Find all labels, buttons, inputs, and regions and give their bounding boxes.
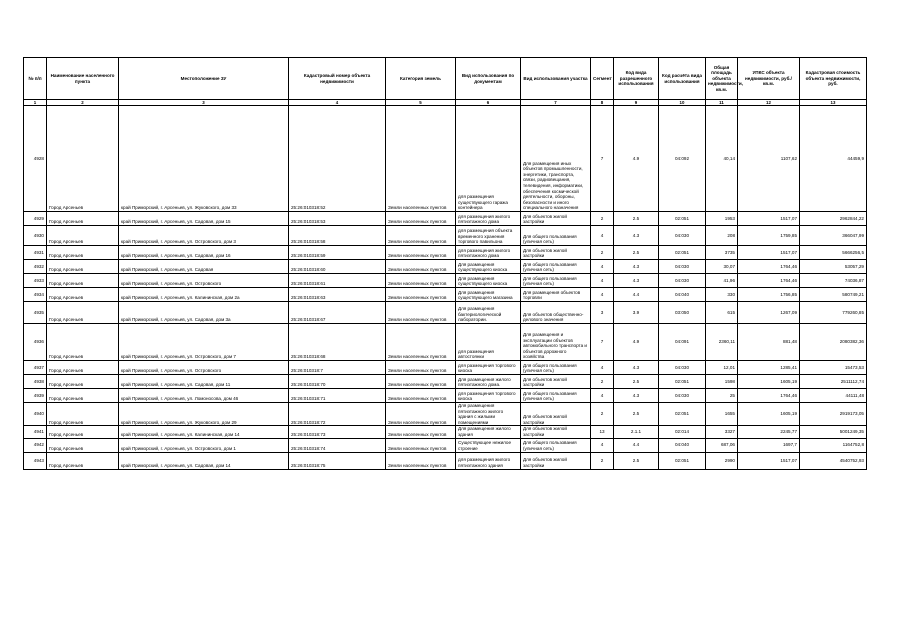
row-number-cell: 4932 bbox=[24, 260, 47, 274]
area-cell: 12,01 bbox=[706, 361, 738, 375]
row-number-cell: 4935 bbox=[24, 302, 47, 324]
column-header: Сегмент bbox=[591, 58, 614, 100]
segment-cell: 4 bbox=[591, 389, 614, 403]
area-cell: 30,07 bbox=[706, 260, 738, 274]
column-number: 4 bbox=[289, 100, 386, 106]
documented-use-cell: Для размещения жилого здания bbox=[456, 426, 521, 438]
table-row bbox=[24, 361, 867, 375]
documented-use-cell: для размещения жилого пятиэтажного дома bbox=[456, 212, 521, 226]
actual-use-cell: Для размещения объектов торговли bbox=[521, 288, 591, 302]
upks-cell: 1756,85 bbox=[738, 288, 800, 302]
segment-cell: 4 bbox=[591, 226, 614, 246]
land-category-cell: Земли населенных пунктов bbox=[386, 324, 456, 361]
documented-use-cell: Для размещения бактериологической лаборатории. bbox=[456, 302, 521, 324]
upks-cell: 1285,41 bbox=[738, 361, 800, 375]
cadastral-number-cell: 25:26:010318:7 bbox=[289, 361, 386, 375]
address-cell: край Приморский, г. Арсеньев, ул. Калининская, дом 2а bbox=[119, 288, 289, 302]
table-row bbox=[24, 260, 867, 274]
column-number: 10 bbox=[659, 100, 706, 106]
cadastral-number-cell: 25:26:010318:70 bbox=[289, 375, 386, 389]
address-cell: край Приморский, г. Арсеньев, ул. Островского bbox=[119, 361, 289, 375]
cadastral-cost-cell: 5001249,35 bbox=[800, 426, 867, 438]
area-cell: 41,96 bbox=[706, 274, 738, 288]
column-header: Местоположение ЗУ bbox=[119, 58, 289, 100]
upks-cell: 1697,7 bbox=[738, 438, 800, 452]
town-cell: Город Арсеньев bbox=[47, 302, 119, 324]
cadastral-cost-cell: 2080382,36 bbox=[800, 324, 867, 361]
area-cell: 2990 bbox=[706, 452, 738, 469]
use-code-cell: 2.5 bbox=[614, 375, 659, 389]
address-cell: край Приморский, г. Арсеньев, ул. Садовая, дом 14 bbox=[119, 452, 289, 469]
use-code-cell: 2.5 bbox=[614, 246, 659, 260]
cadastral-number-cell: 25:26:010318:61 bbox=[289, 274, 386, 288]
segment-cell: 7 bbox=[591, 106, 614, 212]
cadastral-cost-cell: 366047,99 bbox=[800, 226, 867, 246]
column-header: № п/п bbox=[24, 58, 47, 100]
calc-code-cell: 04:030 bbox=[659, 389, 706, 403]
row-number-cell: 4937 bbox=[24, 361, 47, 375]
table-row bbox=[24, 375, 867, 389]
actual-use-cell: Для размещения и эксплуатации объектов автомобильного транспорта и объектов дорожного хозяйства bbox=[521, 324, 591, 361]
actual-use-cell: Для общего пользования (уличная сеть) bbox=[521, 274, 591, 288]
land-category-cell: Земли населенных пунктов bbox=[386, 375, 456, 389]
address-cell: край Приморский, г. Арсеньев, ул. Островского, дом 1 bbox=[119, 438, 289, 452]
area-cell: 615 bbox=[706, 302, 738, 324]
cadastral-cost-cell: 15473,53 bbox=[800, 361, 867, 375]
table-row bbox=[24, 452, 867, 469]
documented-use-cell: Для размещения существующего магазина bbox=[456, 288, 521, 302]
segment-cell: 4 bbox=[591, 288, 614, 302]
cadastral-cost-cell: 2919173,05 bbox=[800, 403, 867, 426]
use-code-cell: 4.9 bbox=[614, 324, 659, 361]
upks-cell: 1605,19 bbox=[738, 375, 800, 389]
use-code-cell: 4.9 bbox=[614, 106, 659, 212]
row-number-cell: 4938 bbox=[24, 375, 47, 389]
row-number-cell: 4940 bbox=[24, 403, 47, 426]
column-number: 6 bbox=[456, 100, 521, 106]
column-header: Код расчёта вида использования bbox=[659, 58, 706, 100]
address-cell: край Приморский, г. Арсеньев, ул. Садовая, дом 16 bbox=[119, 246, 289, 260]
documented-use-cell: Для размещения пятиэтажного жилого здания с жилыми помещениями bbox=[456, 403, 521, 426]
segment-cell: 2 bbox=[591, 375, 614, 389]
town-cell: Город Арсеньев bbox=[47, 274, 119, 288]
actual-use-cell: Для объектов жилой застройки bbox=[521, 375, 591, 389]
upks-cell: 1764,46 bbox=[738, 274, 800, 288]
segment-cell: 2 bbox=[591, 452, 614, 469]
column-number: 1 bbox=[24, 100, 47, 106]
calc-code-cell: 04:030 bbox=[659, 274, 706, 288]
upks-cell: 1517,07 bbox=[738, 452, 800, 469]
calc-code-cell: 04:030 bbox=[659, 260, 706, 274]
documented-use-cell: для размещения существующего гаража контейнера bbox=[456, 106, 521, 212]
cadastral-cost-cell: 4540752,93 bbox=[800, 452, 867, 469]
town-cell: Город Арсеньев bbox=[47, 438, 119, 452]
land-category-cell: Земли населенных пунктов bbox=[386, 403, 456, 426]
land-category-cell: Земли населенных пунктов bbox=[386, 302, 456, 324]
address-cell: край Приморский, г. Арсеньев, ул. Островского, дом 3 bbox=[119, 226, 289, 246]
land-category-cell: Земли населенных пунктов bbox=[386, 274, 456, 288]
upks-cell: 1764,46 bbox=[738, 260, 800, 274]
column-number: 8 bbox=[591, 100, 614, 106]
segment-cell: 4 bbox=[591, 438, 614, 452]
column-header: УПКС объекта недвижимости, руб./кв.м. bbox=[738, 58, 800, 100]
use-code-cell: 4.3 bbox=[614, 389, 659, 403]
calc-code-cell: 04:040 bbox=[659, 288, 706, 302]
segment-cell: 7 bbox=[591, 324, 614, 361]
row-number-cell: 4929 bbox=[24, 212, 47, 226]
cadastral-number-cell: 25:26:010318:71 bbox=[289, 389, 386, 403]
column-header: Код вида разрешенного использования bbox=[614, 58, 659, 100]
cadastral-cost-cell: 44459,9 bbox=[800, 106, 867, 212]
column-header: Кадастровая стоимость объекта недвижимости, руб. bbox=[800, 58, 867, 100]
upks-cell: 2245,77 bbox=[738, 426, 800, 438]
table-row bbox=[24, 288, 867, 302]
cadastral-number-cell: 25:26:010318:67 bbox=[289, 302, 386, 324]
column-number: 9 bbox=[614, 100, 659, 106]
cadastral-number-cell: 25:26:010318:58 bbox=[289, 226, 386, 246]
cadastral-cost-cell: 74036,87 bbox=[800, 274, 867, 288]
table-row bbox=[24, 426, 867, 438]
segment-cell: 4 bbox=[591, 260, 614, 274]
row-number-cell: 4934 bbox=[24, 288, 47, 302]
column-number: 5 bbox=[386, 100, 456, 106]
address-cell: край Приморский, г. Арсеньев, ул. Садовая, дом 15 bbox=[119, 212, 289, 226]
land-category-cell: Земли населенных пунктов bbox=[386, 260, 456, 274]
use-code-cell: 2.5 bbox=[614, 403, 659, 426]
area-cell: 40,14 bbox=[706, 106, 738, 212]
address-cell: край Приморский, г. Арсеньев, ул. Островского bbox=[119, 274, 289, 288]
segment-cell: 4 bbox=[591, 274, 614, 288]
calc-code-cell: 04:091 bbox=[659, 324, 706, 361]
area-cell: 3735 bbox=[706, 246, 738, 260]
cadastral-cost-cell: 2511112,74 bbox=[800, 375, 867, 389]
address-cell: край Приморский, г. Арсеньев, ул. Калининская, дом 14 bbox=[119, 426, 289, 438]
cadastral-number-cell: 25:26:010318:53 bbox=[289, 212, 386, 226]
town-cell: Город Арсеньев bbox=[47, 361, 119, 375]
calc-code-cell: 02:014 bbox=[659, 426, 706, 438]
area-cell: 3327 bbox=[706, 426, 738, 438]
town-cell: Город Арсеньев bbox=[47, 375, 119, 389]
address-cell: край Приморский, г. Арсеньев, ул. Садовая bbox=[119, 260, 289, 274]
cadastral-number-cell: 25:26:010318:75 bbox=[289, 452, 386, 469]
segment-cell: 2 bbox=[591, 403, 614, 426]
actual-use-cell: Для общего пользования (уличная сеть) bbox=[521, 438, 591, 452]
row-number-cell: 4939 bbox=[24, 389, 47, 403]
calc-code-cell: 02:051 bbox=[659, 452, 706, 469]
row-number-cell: 4931 bbox=[24, 246, 47, 260]
cadastral-number-cell: 25:26:010318:73 bbox=[289, 426, 386, 438]
cadastral-cost-cell: 5666256,5 bbox=[800, 246, 867, 260]
row-number-cell: 4930 bbox=[24, 226, 47, 246]
address-cell: край Приморский, г. Арсеньев, ул. Жуковского, дом 33 bbox=[119, 106, 289, 212]
town-cell: Город Арсеньев bbox=[47, 260, 119, 274]
column-number: 2 bbox=[47, 100, 119, 106]
cadastral-cost-cell: 1164752,8 bbox=[800, 438, 867, 452]
upks-cell: 881,48 bbox=[738, 324, 800, 361]
address-cell: край Приморский, г. Арсеньев, ул. Садовая, дом 11 bbox=[119, 375, 289, 389]
area-cell: 208 bbox=[706, 226, 738, 246]
cadastral-number-cell: 25:26:010318:59 bbox=[289, 246, 386, 260]
address-cell: край Приморский, г. Арсеньев, ул. Островского, дом 7 bbox=[119, 324, 289, 361]
segment-cell: 13 bbox=[591, 426, 614, 438]
land-category-cell: Земли населенных пунктов bbox=[386, 438, 456, 452]
land-category-cell: Земли населенных пунктов bbox=[386, 288, 456, 302]
row-number-cell: 4933 bbox=[24, 274, 47, 288]
table-row bbox=[24, 389, 867, 403]
land-category-cell: Земли населенных пунктов bbox=[386, 389, 456, 403]
area-cell: 2360,11 bbox=[706, 324, 738, 361]
town-cell: Город Арсеньев bbox=[47, 212, 119, 226]
actual-use-cell: Для общего пользования (уличная сеть) bbox=[521, 260, 591, 274]
town-cell: Город Арсеньев bbox=[47, 106, 119, 212]
town-cell: Город Арсеньев bbox=[47, 452, 119, 469]
cadastral-number-cell: 25:26:010318:52 bbox=[289, 106, 386, 212]
documented-use-cell: для размещения торгового киоска bbox=[456, 361, 521, 375]
land-category-cell: Земли населенных пунктов bbox=[386, 106, 456, 212]
calc-code-cell: 02:051 bbox=[659, 403, 706, 426]
calc-code-cell: 04:030 bbox=[659, 226, 706, 246]
area-cell: 1598 bbox=[706, 375, 738, 389]
upks-cell: 1605,19 bbox=[738, 403, 800, 426]
use-code-cell: 4.3 bbox=[614, 361, 659, 375]
column-number: 13 bbox=[800, 100, 867, 106]
cadastral-cost-cell: 779260,85 bbox=[800, 302, 867, 324]
column-header: Вид использования по документам bbox=[456, 58, 521, 100]
upks-cell: 1267,09 bbox=[738, 302, 800, 324]
table-row bbox=[24, 274, 867, 288]
column-number: 12 bbox=[738, 100, 800, 106]
actual-use-cell: Для объектов жилой застройки bbox=[521, 403, 591, 426]
row-number-cell: 4936 bbox=[24, 324, 47, 361]
segment-cell: 2 bbox=[591, 212, 614, 226]
documented-use-cell: для размещения торгового киоска bbox=[456, 389, 521, 403]
use-code-cell: 4.4 bbox=[614, 288, 659, 302]
calc-code-cell: 02:051 bbox=[659, 246, 706, 260]
town-cell: Город Арсеньев bbox=[47, 403, 119, 426]
cadastral-cost-cell: 53057,29 bbox=[800, 260, 867, 274]
table-row bbox=[24, 438, 867, 452]
documented-use-cell: для размещения жилого пятиэтажного здания bbox=[456, 452, 521, 469]
cadastral-number-cell: 25:26:010318:72 bbox=[289, 403, 386, 426]
cadastral-number-cell: 25:26:010318:63 bbox=[289, 288, 386, 302]
town-cell: Город Арсеньев bbox=[47, 324, 119, 361]
land-category-cell: Земли населенных пунктов bbox=[386, 226, 456, 246]
use-code-cell: 2.1.1 bbox=[614, 426, 659, 438]
address-cell: край Приморский, г. Арсеньев, ул. Ломоносова, дом 46 bbox=[119, 389, 289, 403]
actual-use-cell: Для общего пользования (уличная сеть) bbox=[521, 361, 591, 375]
use-code-cell: 2.5 bbox=[614, 452, 659, 469]
actual-use-cell: Для размещения иных объектов промышленности, энергетики, транспорта, связи, радиовещания, телевидения, информатики, обеспечения космической деятельности, обороны, безопасности и иного специального назначения bbox=[521, 106, 591, 212]
documented-use-cell: для размещения автостоянки bbox=[456, 324, 521, 361]
upks-cell: 1759,85 bbox=[738, 226, 800, 246]
actual-use-cell: Для объектов жилой застройки bbox=[521, 452, 591, 469]
area-cell: 687,06 bbox=[706, 438, 738, 452]
documented-use-cell: Существующее нежилое строение bbox=[456, 438, 521, 452]
table-row bbox=[24, 106, 867, 212]
actual-use-cell: Для объектов жилой застройки bbox=[521, 426, 591, 438]
town-cell: Город Арсеньев bbox=[47, 226, 119, 246]
cadastral-number-cell: 25:26:010318:74 bbox=[289, 438, 386, 452]
land-category-cell: Земли населенных пунктов bbox=[386, 361, 456, 375]
documented-use-cell: для размещения объекта временного хранения торгового павильона bbox=[456, 226, 521, 246]
use-code-cell: 4.3 bbox=[614, 260, 659, 274]
use-code-cell: 4.3 bbox=[614, 226, 659, 246]
cadastral-number-cell: 25:26:010318:60 bbox=[289, 260, 386, 274]
land-category-cell: Земли населенных пунктов bbox=[386, 212, 456, 226]
table-row bbox=[24, 324, 867, 361]
documented-use-cell: Для размещения существующего киоска bbox=[456, 260, 521, 274]
actual-use-cell: Для объектов жилой застройки bbox=[521, 212, 591, 226]
column-header: Наименование населенного пункта bbox=[47, 58, 119, 100]
segment-cell: 2 bbox=[591, 246, 614, 260]
table-row bbox=[24, 246, 867, 260]
upks-cell: 1517,07 bbox=[738, 246, 800, 260]
calc-code-cell: 04:092 bbox=[659, 106, 706, 212]
actual-use-cell: Для общего пользования (уличная сеть) bbox=[521, 389, 591, 403]
table-row bbox=[24, 212, 867, 226]
town-cell: Город Арсеньев bbox=[47, 246, 119, 260]
town-cell: Город Арсеньев bbox=[47, 389, 119, 403]
use-code-cell: 3.9 bbox=[614, 302, 659, 324]
documented-use-cell: для размещения жилого пятиэтажного дома bbox=[456, 246, 521, 260]
use-code-cell: 2.5 bbox=[614, 212, 659, 226]
column-number: 11 bbox=[706, 100, 738, 106]
documented-use-cell: Для размещения существующего киоска bbox=[456, 274, 521, 288]
land-category-cell: Земли населенных пунктов bbox=[386, 426, 456, 438]
calc-code-cell: 03:050 bbox=[659, 302, 706, 324]
land-category-cell: Земли населенных пунктов bbox=[386, 452, 456, 469]
column-header: Вид использования участка bbox=[521, 58, 591, 100]
area-cell: 1953 bbox=[706, 212, 738, 226]
column-header: Кадастровый номер объекта недвижимости bbox=[289, 58, 386, 100]
actual-use-cell: Для объектов жилой застройки bbox=[521, 246, 591, 260]
calc-code-cell: 02:051 bbox=[659, 375, 706, 389]
cadastral-cost-cell: 44111,48 bbox=[800, 389, 867, 403]
town-cell: Город Арсеньев bbox=[47, 288, 119, 302]
upks-cell: 1764,46 bbox=[738, 389, 800, 403]
calc-code-cell: 02:051 bbox=[659, 212, 706, 226]
cadastral-number-cell: 25:26:010318:68 bbox=[289, 324, 386, 361]
column-number: 3 bbox=[119, 100, 289, 106]
column-header: Общая площадь объекта недвижимости, кв.м. bbox=[706, 58, 738, 100]
area-cell: 25 bbox=[706, 389, 738, 403]
address-cell: край Приморский, г. Арсеньев, ул. Садовая, дом 3а bbox=[119, 302, 289, 324]
address-cell: край Приморский, г. Арсеньев, ул. Жуковского, дом 29 bbox=[119, 403, 289, 426]
upks-cell: 1517,07 bbox=[738, 212, 800, 226]
row-number-cell: 4943 bbox=[24, 452, 47, 469]
cadastral-cost-cell: 2962844,22 bbox=[800, 212, 867, 226]
segment-cell: 4 bbox=[591, 361, 614, 375]
header-row bbox=[24, 58, 867, 100]
town-cell: Город Арсеньев bbox=[47, 426, 119, 438]
use-code-cell: 4.4 bbox=[614, 438, 659, 452]
column-number: 7 bbox=[521, 100, 591, 106]
land-category-cell: Земли населенных пунктов bbox=[386, 246, 456, 260]
upks-cell: 1107,62 bbox=[738, 106, 800, 212]
table-row bbox=[24, 226, 867, 246]
row-number-cell: 4941 bbox=[24, 426, 47, 438]
actual-use-cell: Для общего пользования (уличная сеть) bbox=[521, 226, 591, 246]
cadastral-table bbox=[23, 57, 867, 470]
area-cell: 1655 bbox=[706, 403, 738, 426]
calc-code-cell: 04:030 bbox=[659, 361, 706, 375]
area-cell: 330 bbox=[706, 288, 738, 302]
table-row bbox=[24, 403, 867, 426]
actual-use-cell: Для объектов общественно-делового значения bbox=[521, 302, 591, 324]
column-header: Категория земель bbox=[386, 58, 456, 100]
documented-use-cell: Для размещения жилого пятиэтажного дома. bbox=[456, 375, 521, 389]
table-row bbox=[24, 302, 867, 324]
row-number-cell: 4928 bbox=[24, 106, 47, 212]
cadastral-cost-cell: 580749,21 bbox=[800, 288, 867, 302]
row-number-cell: 4942 bbox=[24, 438, 47, 452]
calc-code-cell: 04:040 bbox=[659, 438, 706, 452]
segment-cell: 3 bbox=[591, 302, 614, 324]
use-code-cell: 4.3 bbox=[614, 274, 659, 288]
